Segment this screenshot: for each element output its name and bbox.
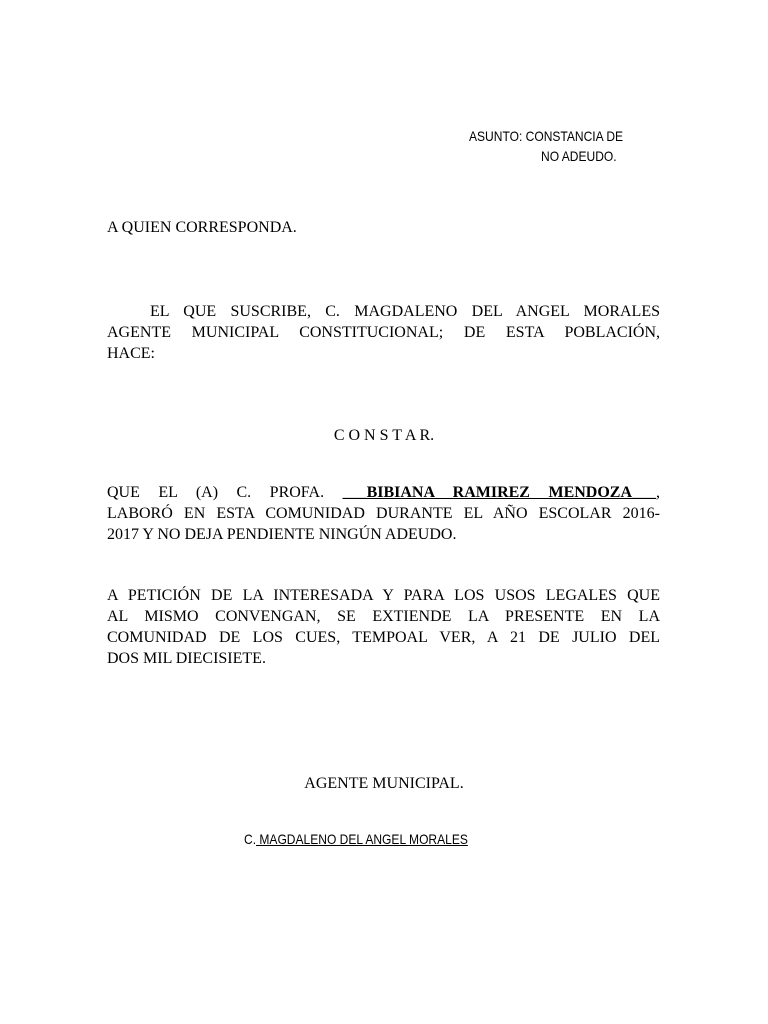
certification-paragraph — [107, 482, 660, 545]
subject-line-1: ASUNTO: CONSTANCIA DE — [469, 128, 624, 144]
signature-prefix: C. — [244, 831, 257, 847]
certification-line-1 — [107, 482, 660, 503]
intro-line-2: AGENTE MUNICIPAL CONSTITUCIONAL; DE ESTA POBLACIÓN, — [107, 324, 660, 341]
request-paragraph — [107, 585, 660, 669]
certification-prefix: QUE EL (A) C. PROFA. — [107, 484, 325, 501]
signature-name-line — [244, 829, 468, 849]
intro-paragraph — [107, 301, 660, 364]
intro-line-3: HACE: — [107, 345, 155, 362]
request-line-2: AL MISMO CONVENGAN, SE EXTIENDE LA PRESENTE EN LA — [107, 608, 660, 625]
certification-suffix: , — [656, 484, 661, 501]
salutation: A QUIEN CORRESPONDA. — [107, 219, 297, 236]
request-line-1: A PETICIÓN DE LA INTERESADA Y PARA LOS USOS LEGALES QUE — [107, 587, 660, 604]
signature-title: AGENTE MUNICIPAL. — [304, 775, 464, 792]
intro-line-1: EL QUE SUSCRIBE, C. MAGDALENO DEL ANGEL MORALES — [150, 303, 660, 320]
request-line-4: DOS MIL DIECISIETE. — [107, 650, 266, 667]
request-line-3: COMUNIDAD DE LOS CUES, TEMPOAL VER, A 21 DE JULIO DEL — [107, 629, 660, 646]
certification-line-3: 2017 Y NO DEJA PENDIENTE NINGÚN ADEUDO. — [107, 526, 457, 543]
constar-heading: C O N S T A R. — [333, 427, 435, 444]
subject-line-2: NO ADEUDO. — [541, 148, 617, 164]
teacher-name: ___BIBIANA RAMIREZ MENDOZA___ — [342, 484, 657, 501]
signatory-name: MAGDALENO DEL ANGEL MORALES — [256, 831, 468, 847]
certification-line-2: LABORÓ EN ESTA COMUNIDAD DURANTE EL AÑO ESCOLAR 2016- — [107, 505, 660, 522]
